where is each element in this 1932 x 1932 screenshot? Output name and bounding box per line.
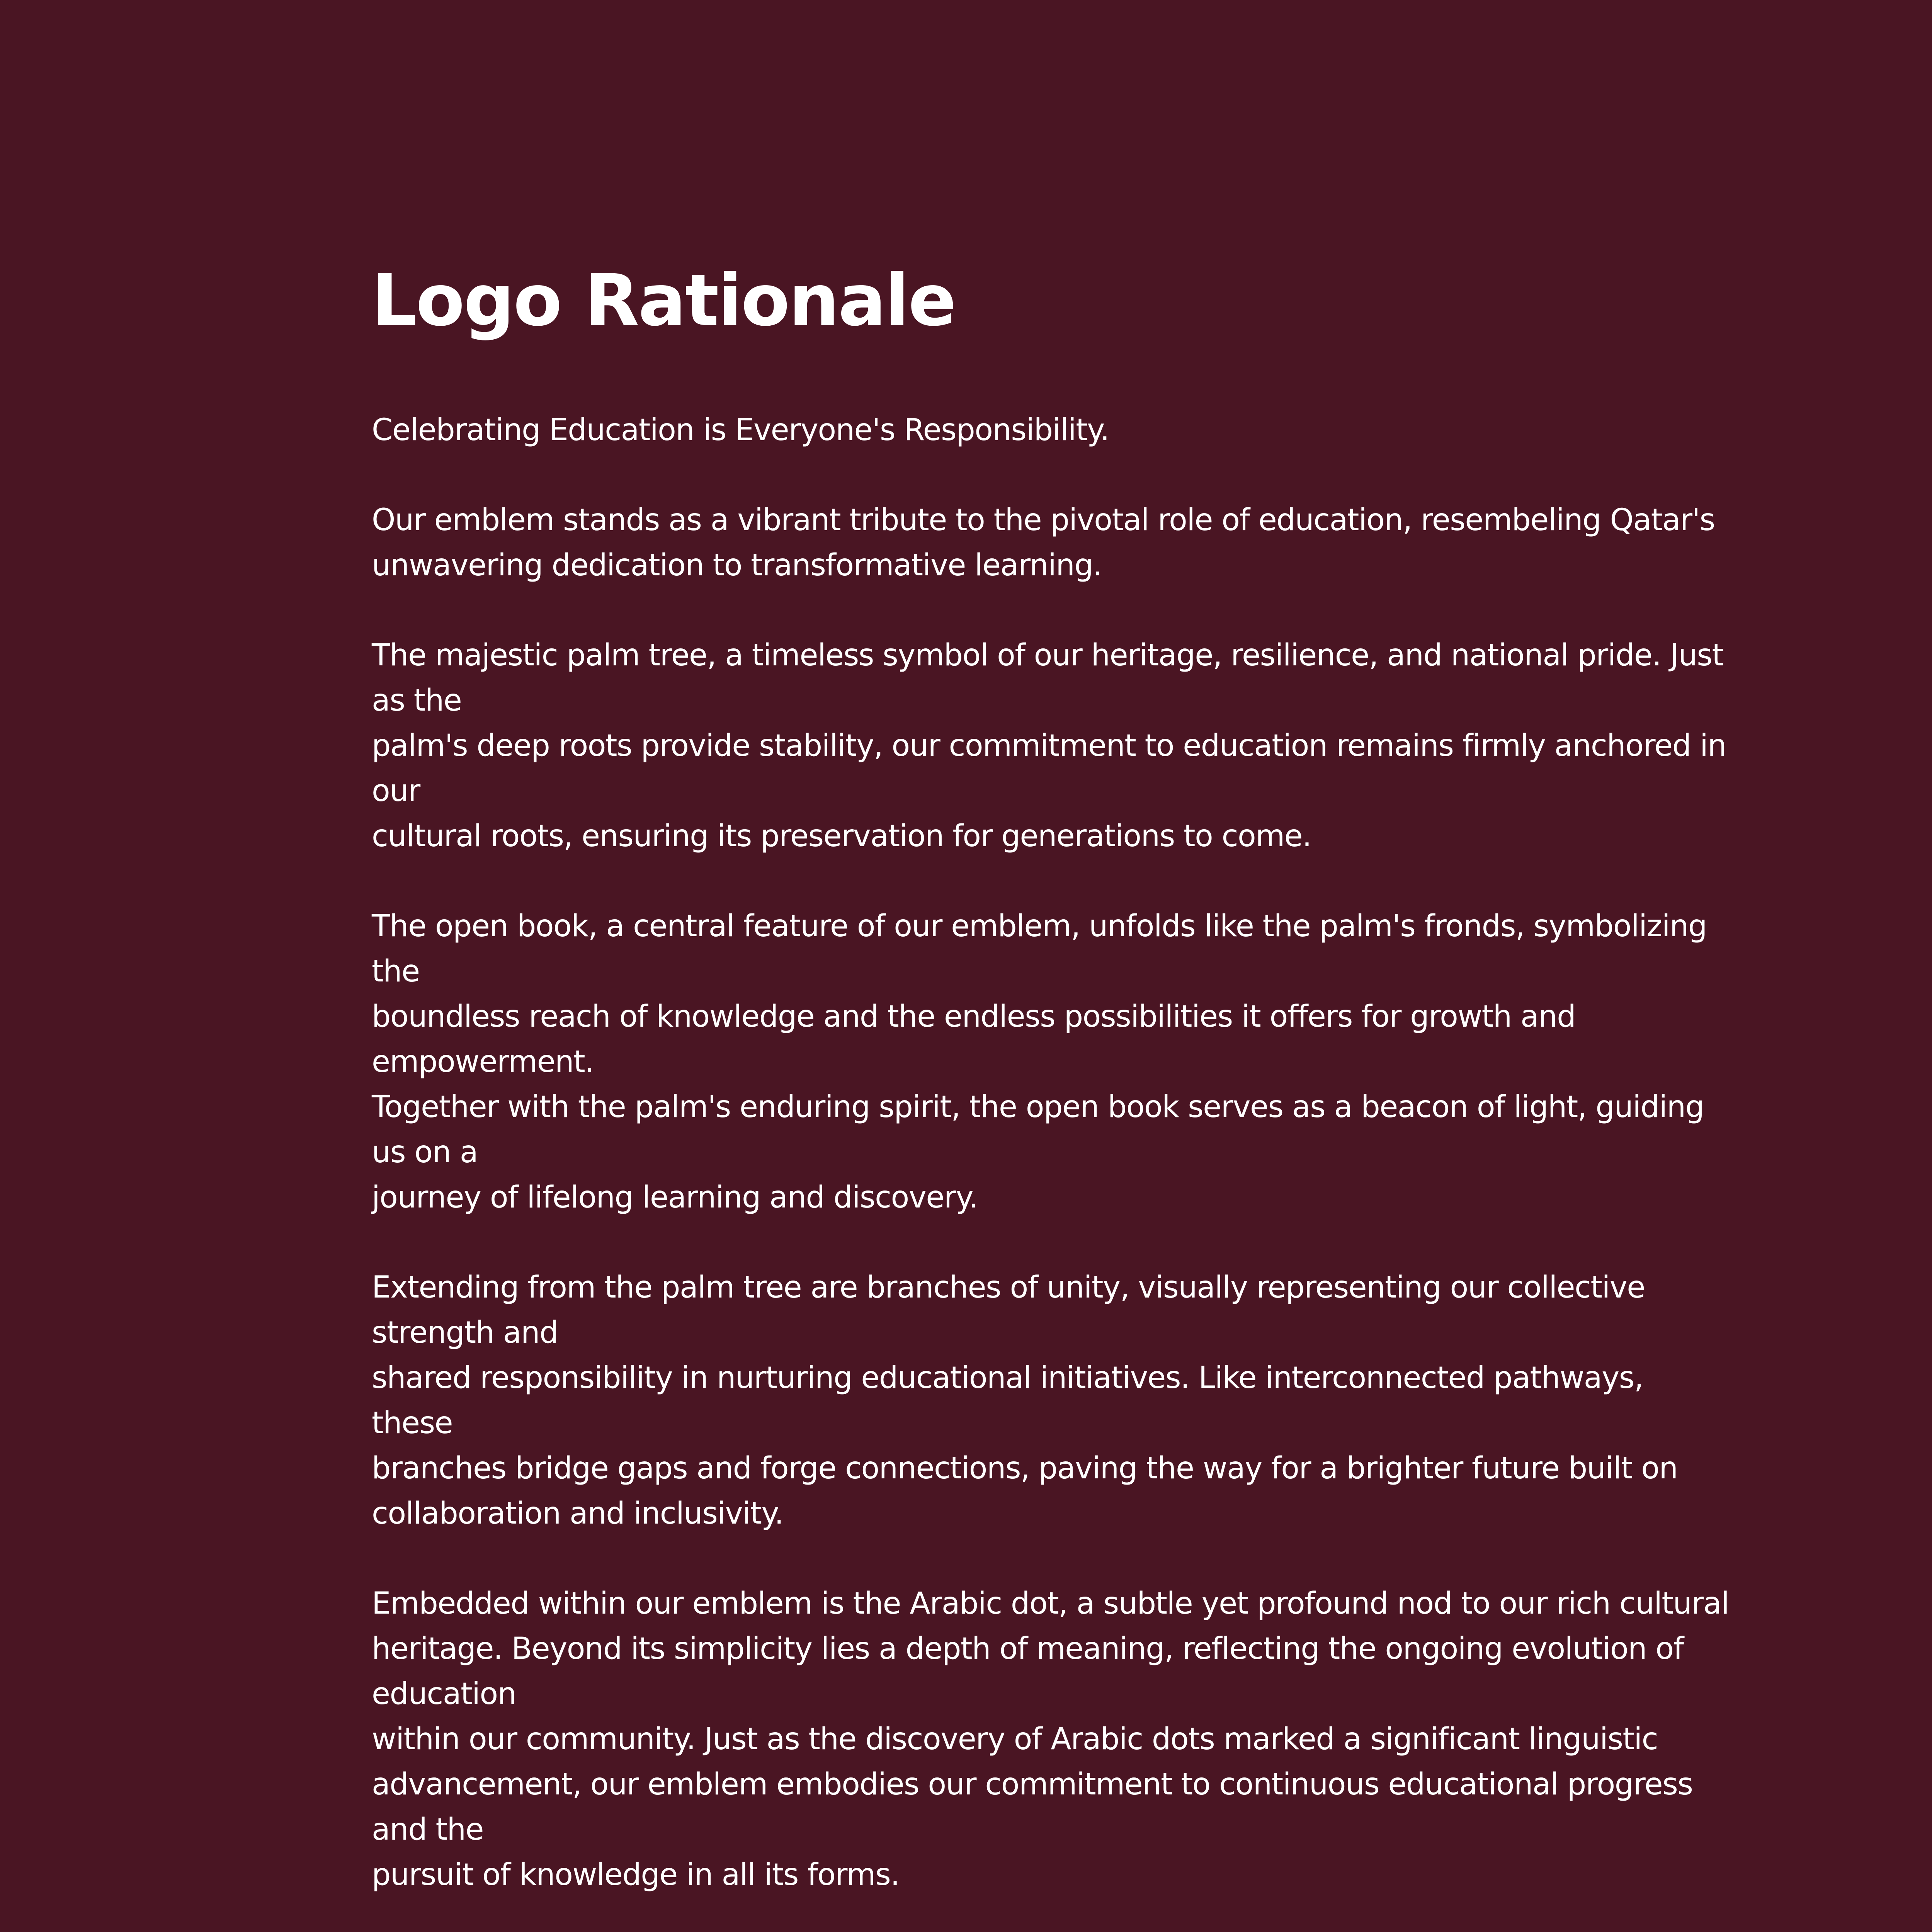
paragraph-branches: Extending from the palm tree are branches of unity, visually representing our collective strength and shared responsibility in nurturing educational initiatives. Like interconnected pathways, these branches bridge gaps and forge connections, paving the way for a brighter future built on collaboration and inclusivity. — [372, 1270, 1678, 1531]
component-label-palm-tree — [1926, 1217, 1932, 1298]
paragraph-emblem: Our emblem stands as a vibrant tribute to the pivotal role of education, resembeling Qatar's unwavering dedication to transformative learning. — [372, 503, 1715, 583]
paragraph-open-book: The open book, a central feature of our emblem, unfolds like the palm's fronds, symbolizing the boundless reach of knowledge and the endless possibilities it offers for growth and empowerment. Together with the palm's enduring spirit, the open book serves as a beacon of light, guiding us on a journey of lifelong learning and discovery. — [372, 909, 1707, 1215]
tagline: Celebrating Education is Everyone's Responsibility. — [372, 413, 1109, 447]
paragraph-palm-tree: The majestic palm tree, a timeless symbol of our heritage, resilience, and national pride. Just as the palm's deep roots provide stability, our commitment to education remains firmly anchored in our cultural roots, ensuring its preservation for generations to come. — [372, 638, 1726, 854]
page-title: Logo Rationale — [372, 259, 956, 342]
component-palm-tree — [1926, 1059, 1932, 1298]
paragraph-arabic-dot: Embedded within our emblem is the Arabic dot, a subtle yet profound nod to our rich cultural heritage. Beyond its simplicity lies a depth of meaning, reflecting the ongoing evolution of education within our community. Just as the discovery of Arabic dots marked a significant linguistic advancement, our emblem embodies our commitment to continuous educational progress and the pursuit of knowledge in all its forms. — [372, 1586, 1729, 1892]
rationale-text — [372, 408, 1732, 1932]
palm-tree-icon — [1926, 1059, 1932, 1194]
